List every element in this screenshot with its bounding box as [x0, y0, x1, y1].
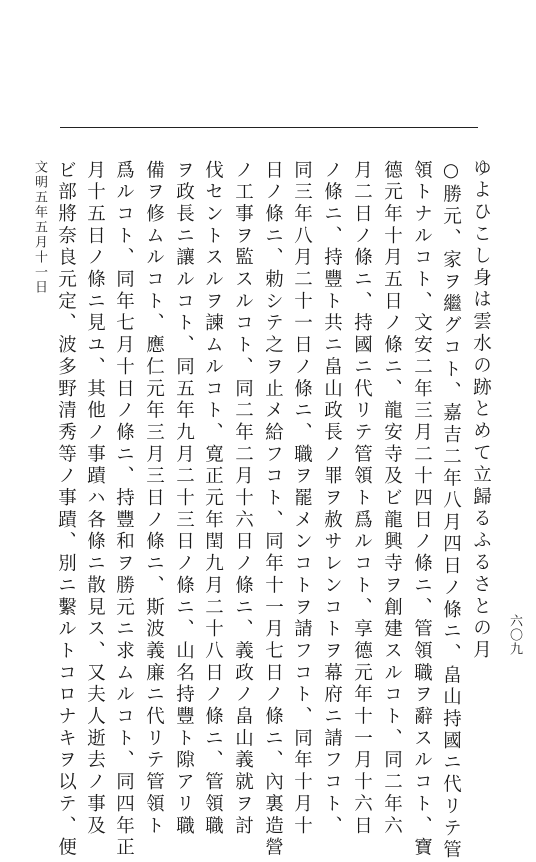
page-number: 六〇九 — [507, 614, 522, 656]
text-column-1: ○勝元、家ヲ繼グコト、嘉吉二年八月四日ノ條ニ、畠山持國ニ代リテ管 — [440, 160, 462, 862]
text-column-12: 爲ルコト、同年七月十日ノ條ニ、持豐和ヲ勝元ニ求ムルコト、同四年正 — [113, 160, 135, 860]
text-column-8: ノ工事ヲ監スルコト、同二年二月十六日ノ條ニ、義政ノ畠山義就ヲ討 — [232, 160, 254, 838]
text-column-5: ノ條ニ、持豐ト共ニ畠山政長ノ罪ヲ赦サレンコトヲ幕府ニ請フコト、 — [321, 160, 343, 838]
text-column-6: 同三年八月二十一日ノ條ニ、職ヲ罷メンコトヲ請フコト、同年十月十 — [291, 160, 313, 838]
text-column-3: 德元年十月五日ノ條ニ、龍安寺及ビ龍興寺ヲ創建スルコト、同二年六 — [381, 160, 403, 838]
text-column-11: 備ヲ修ムルコト、應仁元年三月三日ノ條ニ、斯波義廉ニ代リテ管領ト — [143, 160, 165, 838]
date-side-note: 文明五年五月十一日 — [32, 160, 47, 295]
text-column-4: 月二日ノ條ニ、持國ニ代リテ管領ト爲ルコト、享德元年十一月十六日 — [351, 160, 373, 838]
text-column-9: 伐セントスルヲ諫ムルコト、寛正元年閏九月二十八日ノ條ニ、管領職 — [202, 160, 224, 838]
text-column-14: ビ部將奈良元定、波多野清秀等ノ事蹟、別ニ繫ルトコロナキヲ以テ、便 — [55, 160, 77, 860]
text-column-13: 月十五日ノ條ニ見ユ、其他ノ事蹟ハ各條ニ散見ス、又夫人逝去ノ事及 — [84, 160, 106, 838]
top-rule — [60, 127, 478, 128]
text-column-10: ヲ政長ニ讓ルコト、同五年九月二十三日ノ條ニ、山名持豐ト隙アリ職 — [173, 160, 195, 838]
text-column-2: 領トナルコト、文安二年三月二十四日ノ條ニ、管領職ヲ辭スルコト、寶 — [411, 160, 433, 860]
poem-line: ゆよひこし身は雲水の跡とめて立歸るふるさとの月 — [470, 158, 492, 662]
text-column-7: 日ノ條ニ、勅シテ之ヲ止メ給フコト、同年十一月七日ノ條ニ、內裏造營 — [262, 160, 284, 860]
